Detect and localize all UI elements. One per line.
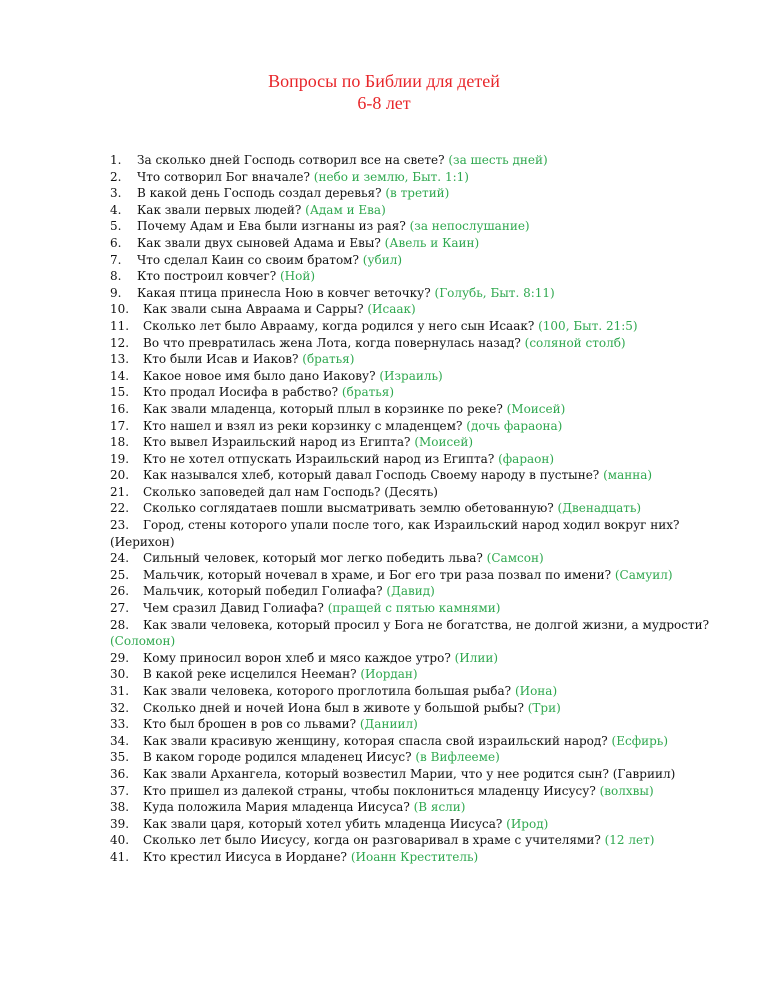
answer-text: (Три) (527, 700, 561, 715)
answer-text: (Ной) (279, 269, 316, 284)
question-item (110, 749, 720, 766)
question-text: Сколько заповедей дал нам Господь? (Десять) (143, 484, 438, 499)
answer-text: (фараон) (498, 451, 555, 466)
question-item (110, 418, 720, 435)
question-item (110, 235, 720, 252)
question-item (110, 368, 720, 385)
answer-text: (Авель и Каин) (384, 235, 480, 250)
question-text: Как звали человека, который просил у Бога не богатства, не долгой жизни, а мудрости? (143, 617, 710, 632)
answer-text: (Даниил) (359, 717, 418, 732)
question-text: Кто вывел Израильский народ из Египта? (143, 435, 411, 450)
question-text: Город, стены которого упали после того, как Израильский народ ходил вокруг них? (Иерихон) (110, 518, 680, 549)
question-text: Как звали красивую женщину, которая спасла свой израильский народ? (143, 733, 608, 748)
answer-text: (Ирод) (506, 816, 549, 831)
question-text: Сколько лет было Аврааму, когда родился у него сын Исаак? (143, 318, 535, 333)
question-item (110, 467, 720, 484)
answer-text: (100, Быт. 21:5) (538, 318, 638, 333)
question-item (110, 600, 720, 617)
question-text: За сколько дней Господь сотворил все на свете? (137, 153, 445, 167)
question-text: Как звали первых людей? (137, 202, 302, 217)
answer-text: (Исаак) (367, 302, 416, 317)
question-item (110, 700, 720, 717)
question-number: 11. (110, 318, 130, 333)
document-title: Вопросы по Библии для детей (268, 71, 500, 91)
question-text: Кому приносил ворон хлеб и мясо каждое утро? (143, 650, 451, 665)
answer-text: (братья) (341, 385, 395, 400)
answer-text: (Адам и Ева) (305, 202, 386, 217)
question-number: 22. (110, 501, 130, 516)
question-item (110, 816, 720, 833)
question-text: Как звали человека, которого проглотила большая рыба? (143, 684, 512, 698)
question-number: 20. (110, 468, 130, 483)
answer-text: (убил) (362, 252, 403, 267)
question-number: 19. (110, 451, 130, 466)
question-item (110, 617, 720, 650)
question-list (110, 152, 720, 866)
answer-text: (за непослушание) (409, 219, 530, 234)
question-item (110, 351, 720, 368)
answer-text: (дочь фараона) (466, 418, 563, 433)
answer-text: (Есфирь) (611, 733, 668, 748)
question-text: Как звали младенца, который плыл в корзинке по реке? (143, 401, 503, 416)
question-number: 24. (110, 551, 130, 566)
question-item (110, 169, 720, 186)
question-item (110, 384, 720, 401)
question-text: Почему Адам и Ева были изгнаны из рая? (137, 219, 406, 234)
answer-text: (Соломон) (110, 634, 176, 649)
question-number: 36. (110, 766, 130, 781)
question-number: 27. (110, 601, 130, 616)
question-number: 1. (110, 153, 122, 167)
question-text: Сильный человек, который мог легко победить льва? (143, 551, 483, 566)
question-text: Какое новое имя было дано Иакову? (143, 368, 376, 383)
question-text: Кто пришел из далекой страны, чтобы поклониться младенцу Иисусу? (143, 783, 596, 798)
answer-text: (Голубь, Быт. 8:11) (434, 285, 555, 300)
question-item (110, 650, 720, 667)
answer-text: (Моисей) (506, 401, 566, 416)
question-number: 16. (110, 401, 130, 416)
answer-text: (Самуил) (614, 567, 673, 582)
question-item (110, 268, 720, 285)
answer-text: (в третий) (385, 186, 450, 201)
question-text: Кто нашел и взял из реки корзинку с младенцем? (143, 418, 463, 433)
answer-text: (В ясли) (413, 800, 466, 815)
question-item (110, 799, 720, 816)
question-item (110, 484, 720, 501)
question-item (110, 832, 720, 849)
question-number: 13. (110, 352, 130, 367)
question-number: 3. (110, 186, 122, 201)
question-text: В каком городе родился младенец Иисус? (143, 750, 412, 765)
question-text: Кто крестил Иисуса в Иордане? (143, 849, 347, 864)
question-number: 33. (110, 717, 130, 732)
question-item (110, 434, 720, 451)
question-number: 23. (110, 518, 130, 533)
question-number: 38. (110, 800, 130, 815)
answer-text: (Самсон) (486, 551, 544, 566)
question-text: Какая птица принесла Ною в ковчег веточку? (137, 285, 431, 300)
question-item (110, 252, 720, 269)
question-number: 9. (110, 285, 122, 300)
question-item (110, 517, 720, 550)
answer-text: (Иона) (514, 684, 558, 698)
question-text: Что сделал Каин со своим братом? (137, 252, 359, 267)
question-item (110, 666, 720, 683)
question-number: 41. (110, 849, 130, 864)
question-number: 37. (110, 783, 130, 798)
question-text: Сколько соглядатаев пошли высматривать землю обетованную? (143, 501, 554, 516)
question-number: 18. (110, 435, 130, 450)
answer-text: (волхвы) (599, 783, 654, 798)
question-number: 7. (110, 252, 122, 267)
question-item (110, 733, 720, 750)
question-number: 30. (110, 667, 130, 682)
question-text: Кто построил ковчег? (137, 269, 277, 284)
question-item (110, 500, 720, 517)
answer-text: (Иоанн Креститель) (350, 849, 479, 864)
question-item (110, 567, 720, 584)
question-number: 5. (110, 219, 122, 234)
question-item (110, 783, 720, 800)
question-text: Сколько дней и ночей Иона был в животе у большой рыбы? (143, 700, 524, 715)
question-item (110, 583, 720, 600)
question-text: Кто был брошен в ров со львами? (143, 717, 357, 732)
question-text: Во что превратилась жена Лота, когда повернулась назад? (143, 335, 521, 350)
answer-text: (Двенадцать) (557, 501, 642, 516)
answer-text: (манна) (603, 468, 653, 483)
question-number: 28. (110, 617, 130, 632)
question-item (110, 285, 720, 302)
question-item (110, 766, 720, 783)
answer-text: (пращей с пятью камнями) (327, 601, 501, 616)
answer-text: (соляной столб) (524, 335, 626, 350)
question-text: В какой реке исцелился Нееман? (143, 667, 357, 682)
question-text: Чем сразил Давид Голиафа? (143, 601, 324, 616)
question-item (110, 335, 720, 352)
answer-text: (12 лет) (604, 833, 655, 848)
answer-text: (Иордан) (360, 667, 418, 682)
answer-text: (Израиль) (379, 368, 443, 383)
question-text: Кто не хотел отпускать Израильский народ из Египта? (143, 451, 495, 466)
question-text: Кто продал Иосифа в рабство? (143, 385, 339, 400)
question-item (110, 202, 720, 219)
answer-text: (в Вифлееме) (415, 750, 500, 765)
question-number: 4. (110, 202, 122, 217)
answer-text: (за шесть дней) (448, 153, 548, 167)
question-text: Как звали сына Авраама и Сарры? (143, 302, 364, 317)
question-item (110, 683, 720, 700)
question-item (110, 301, 720, 318)
question-number: 25. (110, 567, 130, 582)
document-subtitle: 6-8 лет (357, 93, 411, 113)
question-number: 29. (110, 650, 130, 665)
answer-text: (небо и землю, Быт. 1:1) (313, 169, 469, 184)
question-item (110, 451, 720, 468)
question-text: Куда положила Мария младенца Иисуса? (143, 800, 410, 815)
question-text: Как назывался хлеб, который давал Господь Своему народу в пустыне? (143, 468, 600, 483)
question-number: 2. (110, 169, 122, 184)
question-text: Как звали царя, который хотел убить младенца Иисуса? (143, 816, 503, 831)
question-text: Кто были Исав и Иаков? (143, 352, 299, 367)
question-text: Как звали Архангела, который возвестил Марии, что у нее родится сын? (Гавриил) (143, 766, 676, 781)
answer-text: (братья) (302, 352, 355, 367)
question-number: 15. (110, 385, 130, 400)
question-number: 39. (110, 816, 130, 831)
question-text: Мальчик, который победил Голиафа? (143, 584, 383, 599)
question-item (110, 550, 720, 567)
question-item (110, 185, 720, 202)
question-text: В какой день Господь создал деревья? (137, 186, 382, 201)
question-number: 40. (110, 833, 130, 848)
question-item (110, 318, 720, 335)
question-number: 35. (110, 750, 130, 765)
answer-text: (Давид) (386, 584, 435, 599)
question-text: Сколько лет было Иисусу, когда он разговаривал в храме с учителями? (143, 833, 601, 848)
question-number: 8. (110, 269, 122, 284)
question-item (110, 218, 720, 235)
question-number: 6. (110, 235, 122, 250)
question-text: Что сотворил Бог вначале? (137, 169, 310, 184)
question-number: 10. (110, 302, 130, 317)
question-text: Как звали двух сыновей Адама и Евы? (137, 235, 381, 250)
question-number: 17. (110, 418, 130, 433)
answer-text: (Моисей) (414, 435, 474, 450)
question-number: 32. (110, 700, 130, 715)
question-item (110, 849, 720, 866)
question-number: 21. (110, 484, 130, 499)
answer-text: (Илии) (454, 650, 499, 665)
question-number: 31. (110, 684, 130, 698)
question-text: Мальчик, который ночевал в храме, и Бог его три раза позвал по имени? (143, 567, 612, 582)
question-number: 34. (110, 733, 130, 748)
question-item (110, 401, 720, 418)
question-item (110, 716, 720, 733)
question-item (110, 152, 720, 169)
question-number: 26. (110, 584, 130, 599)
question-number: 12. (110, 335, 130, 350)
question-number: 14. (110, 368, 130, 383)
